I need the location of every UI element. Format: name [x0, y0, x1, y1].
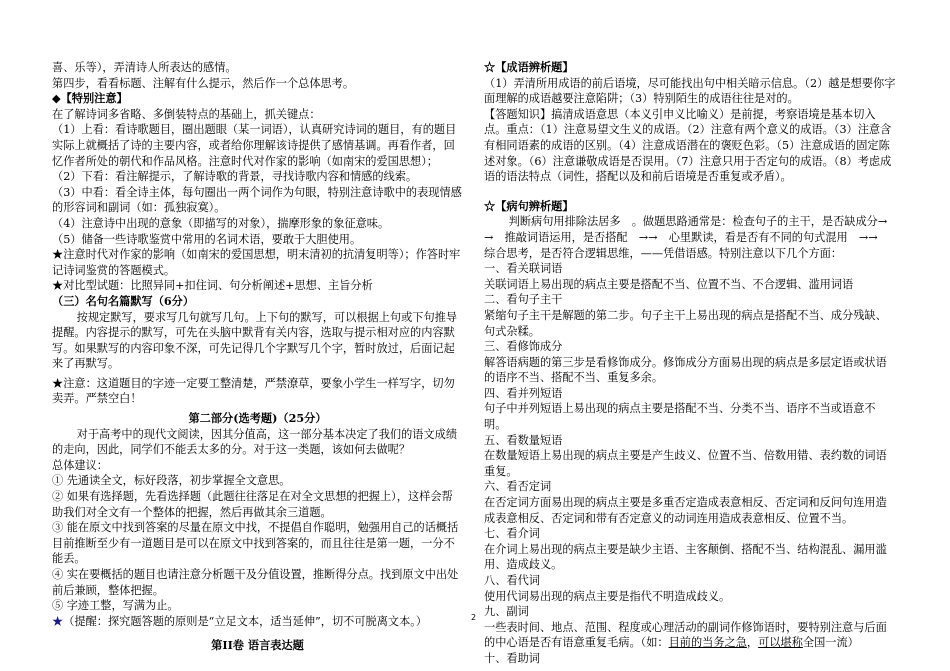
paragraph	[484, 620, 896, 651]
paragraph: （1）弄清所用成语的前后语境，尽可能找出句中相关暗示信息。（2）越是想要你字面理解的成语越要注意陷阱；（3）特别陌生的成语往往是对的。	[484, 76, 896, 106]
list-item: ⑤ 字迹工整，写满为止。	[52, 599, 179, 613]
paragraph: 解答语病题的第三步是看修饰成分。修饰成分方面易出现的病点是多层定语或状语的语序不当、搭配不当、重复多余。	[484, 355, 887, 385]
subheading: 三、看修饰成分	[484, 340, 563, 354]
subheading: 一、看关联词语	[484, 262, 563, 276]
star-icon: ★	[52, 614, 64, 628]
paragraph: 在否定词方面易出现的病点主要是多重否定造成表意相反、否定词和反问句连用造成表意相反、否定词和带有否定意义的动词连用造成表意相反、位置不当。	[484, 496, 887, 525]
left-column	[52, 60, 463, 654]
subheading: 五、看数量短语	[484, 433, 563, 447]
list-item: ③ 能在原文中找到答案的尽量在原文中找，不提倡自作聪明，勉强用自己的话概括目前推断至少有一道题目是可以在原文中找到答案的，而且往往是第一题，一分不能丢。	[52, 521, 459, 566]
text-run: 全国一流）	[802, 636, 859, 650]
list-item: ① 先通读全文，标好段落，初步掌握全文意思。	[52, 474, 291, 488]
list-item: ② 如果有选择题，先看选择题（此题往往落足在对全文思想的把握上），这样会帮助我们对全文有一个整体的把握，然后再做其余三道题。	[52, 490, 453, 519]
section-heading: （三）名句名篇默写（6分）	[52, 293, 195, 308]
text-run: 一些表时间、地点、范围、程度或心理活动的副词作修饰语时，要特别注意与后面的中心语是否有语意重复毛病。（如：	[484, 620, 887, 650]
paragraph: 第四步，看看标题、注解有什么提示，然后作一个总体思考。	[52, 76, 355, 90]
paragraph: 对于高考中的现代文阅读，因其分值高，这一部分基本决定了我们的语文成绩的走向，因此，同学们不能丢太多的分。对于这一类题，该如何去做呢？	[52, 427, 458, 457]
list-item: ④ 实在要概括的题目也请注意分析题干及分值设置，推断得分点。找到原文中出处前后兼顾，整体把握。	[52, 568, 459, 597]
part-heading: 第II卷 语言表达题	[211, 638, 304, 653]
paragraph: ★注意时代对作家的影响（如南宋的爱国思想，明末清初的抗清复明等）；作答时牢记诗词鉴赏的答题模式。	[52, 248, 461, 277]
right-column	[484, 60, 899, 667]
section-heading: ◆【特别注意】	[52, 91, 128, 106]
underlined-example: 目前的当务之急	[668, 636, 747, 650]
text-run: ，	[746, 636, 759, 650]
section-heading: ☆【病句辨析题】	[484, 198, 574, 213]
subheading: 四、看并列短语	[484, 386, 563, 400]
paragraph: ★注意：这道题目的字迹一定要工整清楚，严禁潦草，要象小学生一样写字，切勿卖弄。严禁空白！	[52, 376, 455, 406]
paragraph: 在介词上易出现的病点主要是缺少主语、主客颠倒、搭配不当、结构混乱、漏用滥用、造成歧义。	[484, 542, 887, 572]
section-heading: ☆【成语辨析题】	[484, 60, 574, 74]
note-text: （提醒：探究题答题的原则是“立足文本，适当延伸”，切不可脱离文本。）	[63, 614, 428, 628]
paragraph: 在数量短语上易出现的病点主要是产生歧义、位置不当、倍数用错、表约数的词语重复。	[484, 449, 887, 478]
subheading: 八、看代词	[484, 574, 540, 587]
part-heading: 第二部分(选考题)（25分）	[188, 411, 327, 426]
subheading: 七、看介词	[484, 527, 540, 541]
paragraph: （3）中看：看全诗主体，每句圈出一两个词作为句眼，特别注意诗歌中的表现情感的形容词和副词（如：孤独寂寞）。	[52, 185, 462, 215]
paragraph: 句子中并列短语上易出现的病点主要是搭配不当、分类不当、语序不当或语意不明。	[484, 402, 876, 432]
subheading: 十、看助词	[484, 651, 540, 665]
paragraph: （5）储备一些诗歌鉴赏中常用的名词术语，要敢于大胆使用。	[52, 232, 362, 246]
paragraph: ★对比型试题：比照异同+扣住词、句分析阐述+思想、主旨分析	[52, 279, 373, 293]
page-number: 2	[471, 613, 477, 622]
paragraph	[52, 614, 463, 630]
paragraph: 总体建议：	[52, 458, 108, 472]
paragraph: 在了解诗词多省略、多倒装特点的基础上，抓关键点：	[52, 107, 321, 121]
paragraph: （4）注意诗中出现的意象（即描写的对象），揣摩形象的象征意味。	[52, 216, 390, 230]
subheading: 九、副词	[484, 605, 529, 619]
subheading: 六、看否定词	[484, 480, 552, 494]
paragraph: 紧缩句子主干是解题的第二步。句子主干上易出现的病点是搭配不当、成分残缺、句式杂糅。	[484, 308, 887, 338]
paragraph: 关联词语上易出现的病点主要是搭配不当、位置不当、不合逻辑、滥用词语	[484, 277, 854, 291]
paragraph: （2）下看：看注解提示，了解诗歌的背景，寻找诗歌内容和情感的线索。	[52, 170, 418, 184]
underlined-example: 可以堪称	[758, 636, 803, 650]
paragraph: 喜、乐等），弄清诗人所表达的感情。	[52, 61, 237, 74]
paragraph: 按规定默写，要求写几句就写几句。上下句的默写，可以根据上句或下句推导提醒。内容提示的默写，可先在头脑中默背有关内容，选取与提示相对应的内容默写。如果默写的内容印象不深，可先记得几个字默写几个字，暂时放过，后面记起来了再默写。	[52, 310, 458, 371]
paragraph: （1）上看：看诗歌题目，圈出题眼（某一词语），认真研究诗词的题目，有的题目实际上就概括了诗的主要内容，或者给你理解该诗提供了感情基调。再看作者，回忆作者所处的朝代和作品风格。注意时代对作家的影响（如南宋的爱国思想）；	[52, 123, 457, 168]
paragraph: 使用代词易出现的病点主要是指代不明造成歧义。	[484, 589, 731, 603]
subheading: 二、看句子主干	[484, 293, 563, 307]
paragraph: 判断病句用排除法居多 。做题思路通常是：检查句子的主干，是否缺成分→ → 推敲词语运用，是否搭配 →→ 心里默读，看是否有不同的句式混用 →→ 综合思考，是否符合逻辑思维，——凭借语感。特别注意以下几个方面：	[484, 215, 899, 260]
paragraph: 【答题知识】搞清成语意思（本义引申义比喻义）是前提，考察语境是基本切入点。重点：（1）注意易望文生义的成语。（2）注意有两个意义的成语。（3）注意含有相同语素的成语的区别。（4）注意成语潜在的褒贬色彩。（5）注意成语的固定陈述对象。（6）注意谦敬成语是否误用。（7）注意只用于否定句的成语。（8）考虑成语的语法特点（词性，搭配以及和前后语境是否重复或矛盾）。	[484, 107, 892, 184]
